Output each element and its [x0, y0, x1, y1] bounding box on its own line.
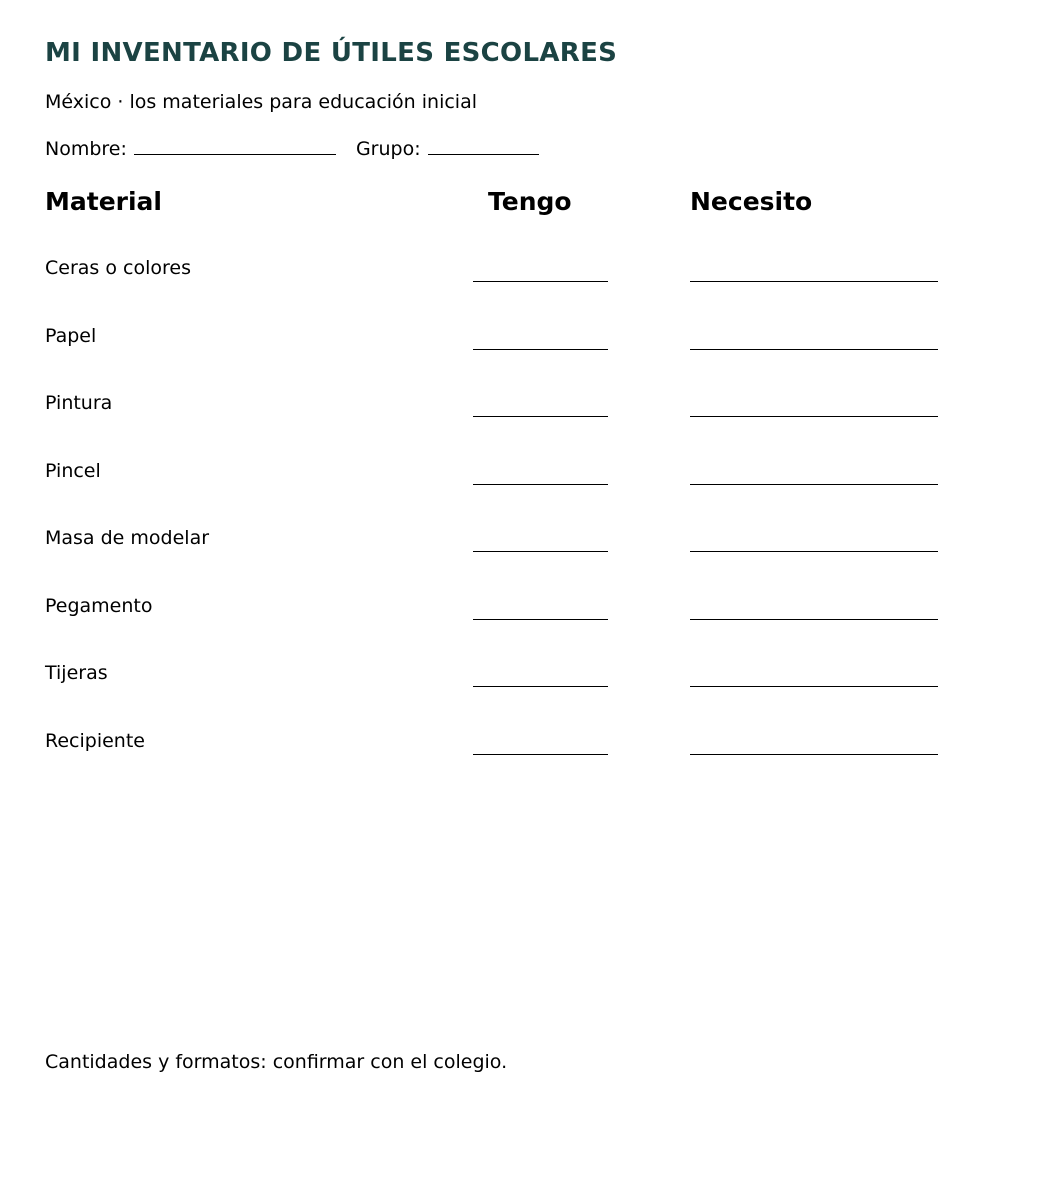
tengo-blank[interactable]: [473, 281, 608, 282]
page-title: MI INVENTARIO DE ÚTILES ESCOLARES: [45, 38, 618, 68]
table-row: [0, 578, 1050, 646]
tengo-blank[interactable]: [473, 754, 608, 755]
group-field[interactable]: [428, 136, 539, 155]
table-row: [0, 240, 1050, 308]
material-label: Pintura: [45, 392, 113, 414]
material-label: Papel: [45, 324, 97, 347]
page-subtitle: México · los materiales para educación inicial: [45, 91, 477, 113]
tengo-blank[interactable]: [473, 619, 608, 620]
material-label: Recipiente: [45, 729, 145, 752]
necesito-blank[interactable]: [690, 551, 938, 552]
material-label: Pincel: [45, 459, 101, 482]
table-row: [0, 645, 1050, 713]
tengo-blank[interactable]: [473, 416, 608, 417]
tengo-blank[interactable]: [473, 686, 608, 687]
inventory-table: [0, 240, 1050, 780]
material-label: Tijeras: [45, 662, 108, 684]
student-info-line: [45, 136, 539, 160]
table-row: [0, 375, 1050, 443]
necesito-blank[interactable]: [690, 416, 938, 417]
tengo-blank[interactable]: [473, 484, 608, 485]
material-label: Pegamento: [45, 594, 153, 617]
necesito-blank[interactable]: [690, 686, 938, 687]
table-row: [0, 443, 1050, 511]
tengo-blank[interactable]: [473, 551, 608, 552]
necesito-blank[interactable]: [690, 349, 938, 350]
material-label: Masa de modelar: [45, 527, 210, 549]
table-row: [0, 308, 1050, 376]
footer-note: Cantidades y formatos: confirmar con el colegio.: [45, 1051, 508, 1073]
material-label: Ceras o colores: [45, 257, 191, 279]
necesito-blank[interactable]: [690, 619, 938, 620]
column-header-necesito: Necesito: [690, 187, 813, 216]
tengo-blank[interactable]: [473, 349, 608, 350]
group-label: Grupo:: [355, 138, 421, 160]
necesito-blank[interactable]: [690, 281, 938, 282]
necesito-blank[interactable]: [690, 754, 938, 755]
name-label: Nombre:: [45, 138, 127, 160]
column-header-tengo: Tengo: [488, 187, 572, 216]
table-row: [0, 510, 1050, 578]
table-row: [0, 713, 1050, 781]
column-header-material: Material: [45, 187, 162, 216]
name-field[interactable]: [134, 136, 336, 155]
necesito-blank[interactable]: [690, 484, 938, 485]
